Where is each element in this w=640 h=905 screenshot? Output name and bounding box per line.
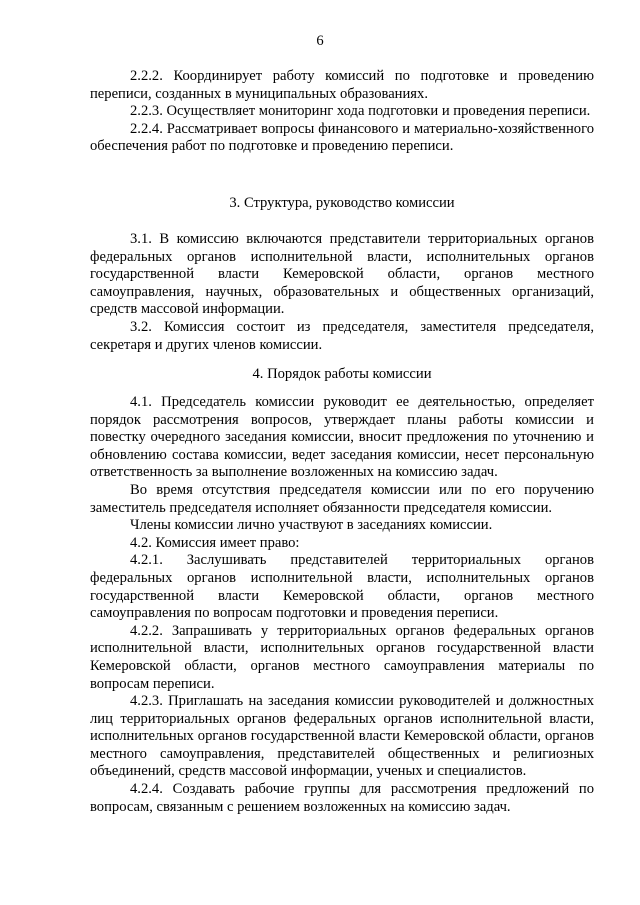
paragraph-2-2-2: 2.2.2. Координирует работу комиссий по подготовке и проведению переписи, созданных в муниципальных образованиях. [90,68,594,102]
paragraph-4-2-4: 4.2.4. Создавать рабочие группы для рассмотрения предложений по вопросам, связанным с решением возложенных на комиссию задач. [90,781,594,815]
section-4-body [90,394,594,816]
paragraph-4-2: 4.2. Комиссия имеет право: [130,534,300,551]
section-2-items [90,68,594,156]
section-3-body [90,231,594,354]
paragraph-3-2: 3.2. Комиссия состоит из председателя, заместителя председателя, секретаря и других членов комиссии. [90,318,594,353]
paragraph-2-2-3: 2.2.3. Осуществляет мониторинг хода подготовки и проведения переписи. [130,103,591,120]
page-number: 6 [316,33,324,49]
paragraph-3-1: 3.1. В комиссию включаются представители территориальных органов федеральных органов исполнительной власти, исполнительных органов государственной власти Кемеровской области, органов местного самоуправления, научных, образовательных и общественных организаций, средств массовой информации. [90,231,594,318]
paragraph-4-1-deputy: Во время отсутствия председателя комиссии или по его поручению заместитель председателя исполняет обязанности председателя комиссии. [90,481,594,516]
paragraph-4-2-3: 4.2.3. Приглашать на заседания комиссии руководителей и должностных лиц территориальных органов федеральных органов исполнительной власти, исполнительных органов государственной власти Кемеровской области, органов местного самоуправления, представителей общественных и религиозных объединений, средств массовой информации, ученых и специалистов. [90,693,594,780]
paragraph-4-2-1: 4.2.1. Заслушивать представителей территориальных органов федеральных органов исполнительной власти, исполнительных органов государственной власти Кемеровской области, органов местного самоуправления по вопросам подготовки и проведения переписи. [90,552,594,622]
paragraph-4-1-members: Члены комиссии лично участвуют в заседаниях комиссии. [130,517,493,534]
paragraph-4-2-2: 4.2.2. Запрашивать у территориальных органов федеральных органов исполнительной власти, исполнительных органов государственной власти Кемеровской области, органов местного самоуправления материалы по вопросам переписи. [90,622,594,692]
section-3-heading: 3. Структура, руководство комиссии [229,195,455,211]
paragraph-4-1: 4.1. Председатель комиссии руководит ее деятельностью, определяет порядок рассмотрения вопросов, утверждает планы работы комиссии и повестку очередного заседания комиссии, вносит предложения по уточнению и обновлению состава комиссии, ведет заседания комиссии, несет персональную ответственность за выполнение возложенных на комиссию задач. [90,394,594,481]
section-4-heading: 4. Порядок работы комиссии [252,366,432,382]
paragraph-2-2-4: 2.2.4. Рассматривает вопросы финансового и материально-хозяйственного обеспечения работ по подготовке и проведению переписи. [90,120,594,155]
